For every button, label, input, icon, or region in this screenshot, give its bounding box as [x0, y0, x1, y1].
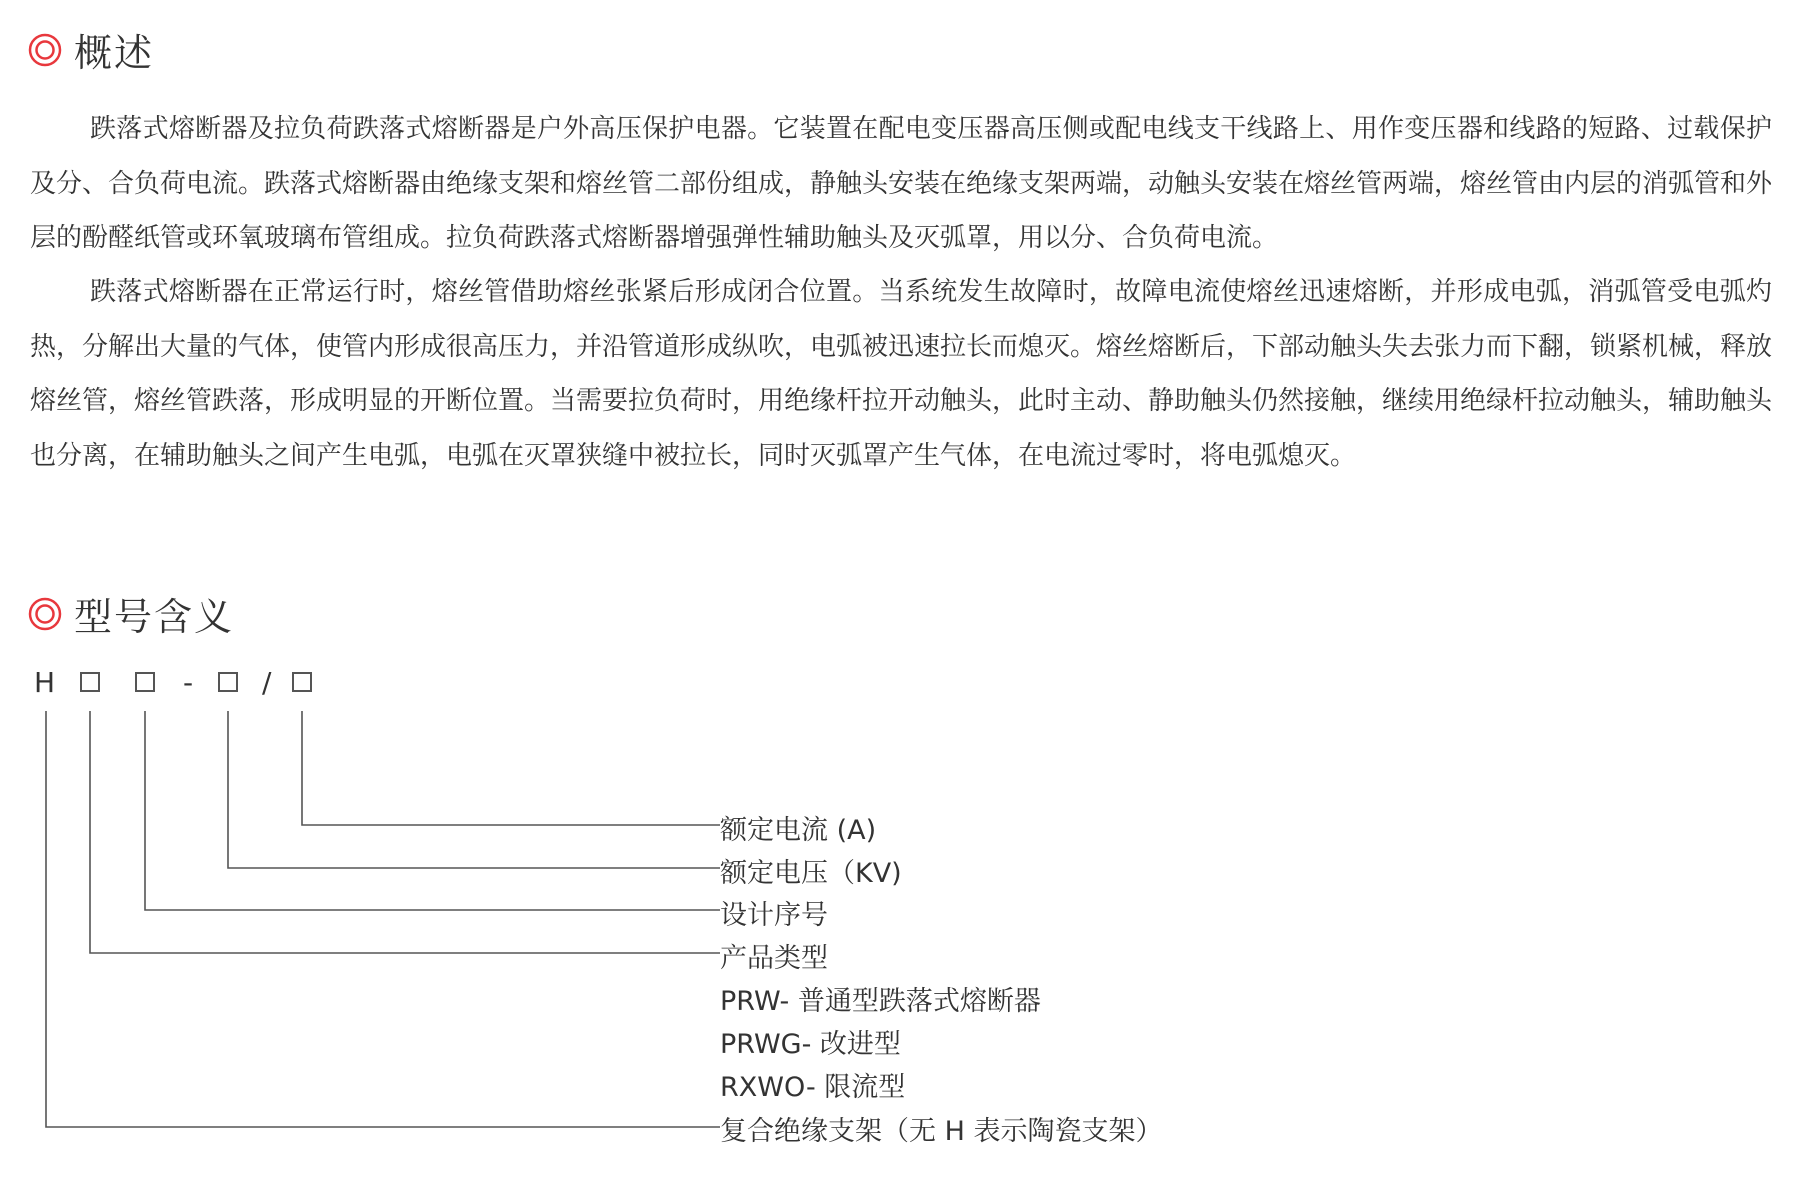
connector-design-number: [145, 711, 720, 910]
connector-rated-current: [302, 711, 720, 825]
code-prefix: H: [34, 666, 56, 699]
code-dash: -: [183, 666, 194, 699]
overview-paragraph-2: 跌落式熔断器在正常运行时，熔丝管借助熔丝张紧后形成闭合位置。当系统发生故障时，故障电流使熔丝迅速熔断，并形成电弧，消弧管受电弧灼热，分解出大量的气体，使管内形成很高压力，并沿管道形成纵吹，电弧被迅速拉长而熄灭。熔丝熔断后，下部动触头失去张力而下翻，锁紧机械，释放熔丝管，熔丝管跌落，形成明显的开断位置。当需要拉负荷时，用绝缘杆拉开动触头，此时主动、静助触头仍然接触，继续用绝绿杆拉动触头，辅助触头也分离，在辅助触头之间产生电弧，电弧在灭罩狭缝中被拉长，同时灭弧罩产生气体，在电流过零时，将电弧熄灭。: [30, 277, 1773, 471]
code-slash: /: [262, 666, 272, 699]
legend-design-number: 设计序号: [720, 900, 828, 931]
legend-rated-voltage: 额定电压（KV): [720, 858, 902, 889]
legend-prw: PRW- 普通型跌落式熔断器: [720, 986, 1041, 1017]
connector-composite: [46, 711, 720, 1127]
legend-prwg: PRWG- 改进型: [720, 1029, 901, 1060]
legend-rxwo: RXWO- 限流型: [720, 1072, 906, 1103]
connector-product-type: [90, 711, 720, 953]
model-title: 型号含义: [74, 595, 235, 639]
legend-composite-insulator: 复合绝缘支架（无 H 表示陶瓷支架）: [720, 1116, 1163, 1147]
legend-product-type: 产品类型: [720, 943, 828, 974]
overview-heading: [28, 22, 154, 77]
model-heading: [28, 586, 234, 641]
double-ring-icon: [28, 33, 62, 67]
double-ring-icon: [28, 597, 62, 631]
connector-rated-voltage: [228, 711, 720, 868]
overview-paragraph-1: 跌落式熔断器及拉负荷跌落式熔断器是户外高压保护电器。它装置在配电变压器高压侧或配电线支干线路上、用作变压器和线路的短路、过载保护及分、合负荷电流。跌落式熔断器由绝缘支架和熔丝管二部份组成，静触头安装在绝缘支架两端，动触头安装在熔丝管两端，熔丝管由内层的消弧管和外层的酚醛纸管或环氧玻璃布管组成。拉负荷跌落式熔断器增强弹性辅助触头及灭弧罩，用以分、合负荷电流。: [30, 114, 1773, 253]
code-box-product-type: [80, 672, 100, 692]
code-box-rated-voltage: [218, 672, 238, 692]
code-box-design-number: [135, 672, 155, 692]
overview-title: 概述: [74, 31, 155, 75]
code-box-rated-current: [292, 672, 312, 692]
legend-rated-current: 额定电流 (A): [720, 815, 877, 846]
